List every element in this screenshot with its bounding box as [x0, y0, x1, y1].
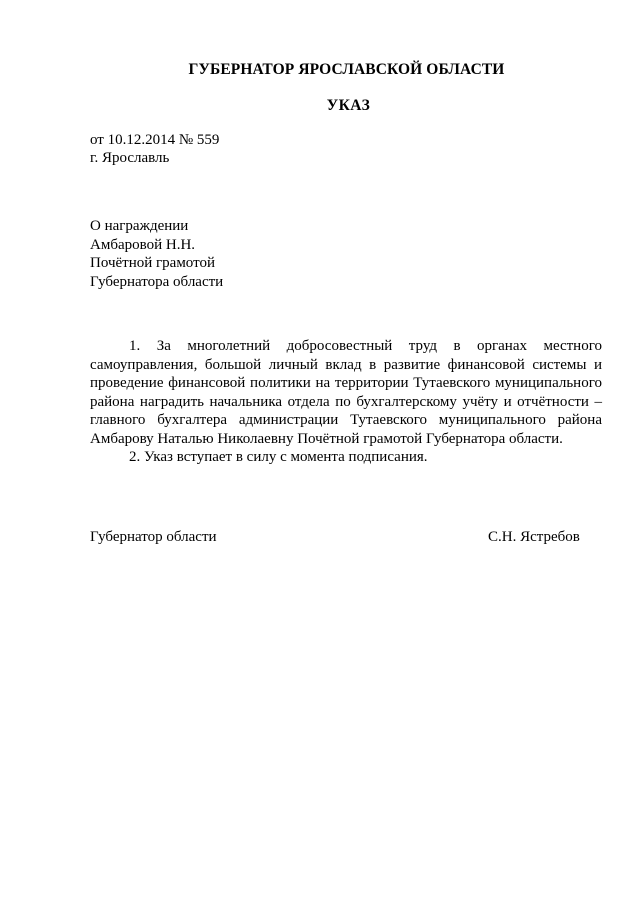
- document-body: [90, 337, 602, 467]
- signatory-name: С.Н. Ястребов: [488, 529, 580, 545]
- body-paragraph-1: 1. За многолетний добросовестный труд в органах местного самоуправления, большой личный вклад в развитие финансовой системы и проведение финансовой политики на территории Тутаевского муниципального района наградить начальника отдела по бухгалтерскому учёту и отчётности – главного бухгалтера администрации Тутаевского муниципального района Амбарову Наталью Николаевну Почётной грамотой Губернатора области.: [90, 338, 602, 447]
- document-subject: [90, 217, 223, 291]
- body-paragraph-2: 2. Указ вступает в силу с момента подписания.: [129, 449, 428, 465]
- document-date-number: от 10.12.2014 № 559: [90, 132, 220, 148]
- subject-line: О награждении: [90, 218, 189, 234]
- subject-line: Амбаровой Н.Н.: [90, 236, 196, 253]
- subject-line: Губернатора области: [90, 273, 224, 290]
- issuer-title: ГУБЕРНАТОР ЯРОСЛАВСКОЙ ОБЛАСТИ: [188, 61, 505, 78]
- subject-line: Почётной грамотой: [90, 255, 215, 271]
- document-type: УКАЗ: [326, 97, 371, 114]
- signatory-title: Губернатор области: [90, 529, 217, 545]
- document-city: г. Ярославль: [90, 150, 170, 166]
